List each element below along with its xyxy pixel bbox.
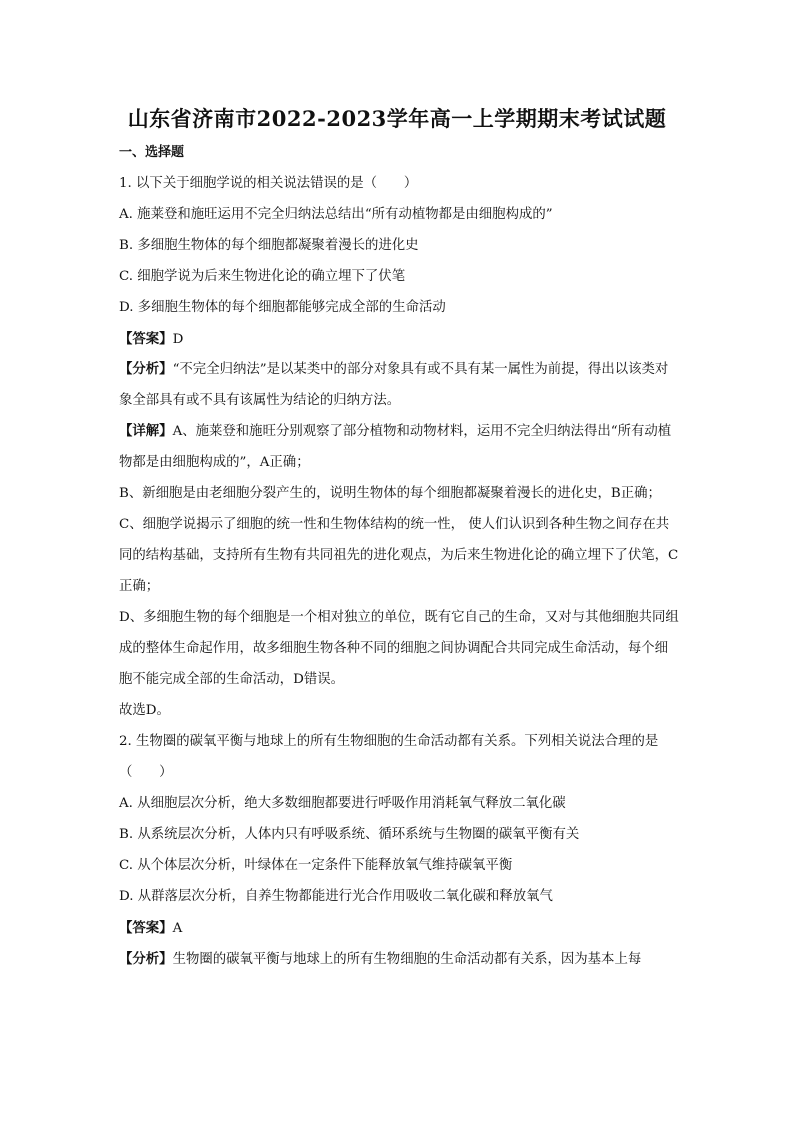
question-1-stem: 1. 以下关于细胞学说的相关说法错误的是（ ） [119,176,418,191]
question-1-option-d: D. 多细胞生物体的每个细胞都能够完成全部的生命活动 [119,300,446,315]
analysis-text: “不完全归纳法”是以某类中的部分对象具有或不具有某一属性为前提，得出以该类对象全部具有或不具有该属性为结论的归纳方法。 [119,362,669,408]
question-1-option-b: B. 多细胞生物体的每个细胞都凝聚着漫长的进化史 [119,238,419,253]
question-2-option-d: D. 从群落层次分析，自养生物都能进行光合作用吸收二氧化碳和释放氧气 [119,889,553,904]
answer-tag: 【答案】 [119,331,173,347]
question-1-option-c: C. 细胞学说为后来生物进化论的确立埋下了伏笔 [119,269,406,284]
detail-a-text: A、施莱登和施旺分别观察了部分植物和动物材料，运用不完全归纳法得出“所有动植物都是由细胞构成的”，A正确； [119,424,672,470]
question-2-option-b: B. 从系统层次分析，人体内只有呼吸系统、循环系统与生物圈的碳氧平衡有关 [119,827,580,842]
question-1-detail-d: D、多细胞生物的每个细胞是一个相对独立的单位，既有它自己的生命，又对与其他细胞共同组成的整体生命起作用，故多细胞生物各种不同的细胞之间协调配合共同完成生命活动，每个细胞不能完成全部的生命活动，D错误。 [119,610,679,687]
analysis-tag: 【分析】 [119,361,173,377]
question-1-detail-b: B、新细胞是由老细胞分裂产生的，说明生物体的每个细胞都凝聚着漫长的进化史，B正确； [119,486,661,501]
answer-value: D [172,332,184,347]
detail-tag: 【详解】 [119,423,173,439]
analysis-tag: 【分析】 [119,951,173,967]
answer-value: A [172,921,183,936]
document-body [119,145,679,982]
section-heading: 一、选择题 [119,145,185,160]
question-1-option-a: A. 施莱登和施旺运用不完全归纳法总结出“所有动植物都是由细胞构成的” [119,207,553,222]
question-1-detail-a [119,416,679,478]
question-1-conclusion: 故选D。 [119,703,170,718]
question-2-stem: 2. 生物圈的碳氧平衡与地球上的所有生物细胞的生命活动都有关系。下列相关说法合理的是（ ） [119,734,659,780]
question-1-analysis [119,354,679,416]
question-2-answer [119,920,679,951]
question-1-detail-c: C、细胞学说揭示了细胞的统一性和生物体结构的统一性， 使人们认识到各种生物之间存在共同的结构基础，支持所有生物有共同祖先的进化观点，为后来生物进化论的确立埋下了伏笔，C正确； [119,517,679,594]
question-2-analysis [119,951,679,982]
question-2-option-a: A. 从细胞层次分析，绝大多数细胞都要进行呼吸作用消耗氧气释放二氧化碳 [119,796,566,811]
answer-tag: 【答案】 [119,920,173,936]
question-2-option-c: C. 从个体层次分析，叶绿体在一定条件下能释放氧气维持碳氧平衡 [119,858,513,873]
analysis-text: 生物圈的碳氧平衡与地球上的所有生物细胞的生命活动都有关系，因为基本上每 [172,952,642,967]
document-title: 山东省济南市2022-2023学年高一上学期期末考试试题 [127,106,667,131]
